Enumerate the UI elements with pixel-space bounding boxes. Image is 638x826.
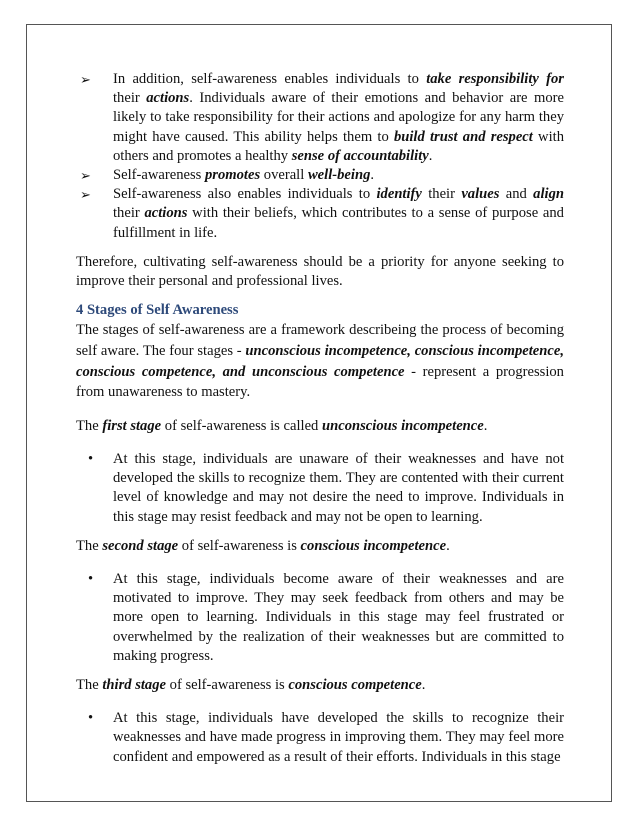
arrow-bullet-icon: ➢	[80, 72, 91, 87]
arrow-bullet-icon: ➢	[80, 168, 91, 184]
text-run: . Individuals aware of their emotions and behavior are more likely to take responsibility for their actions and apologize for any harm they might have caused. This ability helps them to	[113, 90, 564, 145]
stage-2-bullet: At this stage, individuals become aware of their weaknesses and are motivated to improve. They may seek feedback from others and may be more open to learning. Individuals in this stage may feel frustrated or overwhelmed by the realization of their weaknesses but are committed to making progress.	[113, 571, 564, 664]
emphasis-text: conscious competence	[288, 677, 422, 694]
list-item	[76, 166, 564, 185]
bullet-dot-icon: •	[88, 451, 94, 468]
emphasis-text: build trust and respect	[393, 128, 533, 145]
arrow-bullet-icon: ➢	[80, 187, 91, 203]
stage-1-list	[76, 450, 564, 527]
document-body	[76, 70, 564, 767]
text-run: The	[76, 537, 103, 554]
text-run: of self-awareness is called	[161, 417, 322, 434]
text-run: their	[113, 90, 147, 107]
emphasis-text: actions	[144, 205, 188, 222]
emphasis-text: unconscious incompetence	[322, 417, 484, 434]
stage-2-list	[76, 570, 564, 666]
list-item	[76, 450, 564, 527]
text-run: Self-awareness	[113, 167, 205, 184]
text-run: .	[370, 167, 375, 184]
text-run: The	[76, 417, 103, 434]
emphasis-text: promotes	[204, 167, 261, 184]
text-run: The	[76, 677, 103, 694]
text-run: .	[483, 417, 488, 434]
stages-intro-paragraph	[76, 320, 564, 402]
text-run: their	[421, 186, 462, 203]
stage-3-intro	[76, 676, 564, 695]
emphasis-text: third stage	[102, 677, 166, 694]
emphasis-text: sense of accountability	[291, 147, 429, 164]
text-run: with their beliefs, which contributes to a sense of purpose and fulfillment in life.	[113, 205, 564, 241]
bullet-dot-icon: •	[88, 571, 94, 588]
emphasis-text: actions	[146, 90, 190, 107]
text-run: .	[446, 537, 450, 554]
text-run: with others and promotes a healthy	[113, 128, 564, 164]
text-run: their	[113, 205, 145, 222]
text-run: .	[421, 677, 426, 694]
stage-1-intro	[76, 417, 564, 436]
list-item	[76, 185, 564, 243]
stage-3-list	[76, 709, 564, 767]
stage-1-bullet: At this stage, individuals are unaware of their weaknesses and have not developed the skills to recognize them. They are contented with their current level of knowledge and may not desire the need to improve. Individuals in this stage may resist feedback and may not be open to learning.	[113, 451, 564, 525]
bullet-dot-icon: •	[88, 710, 94, 727]
emphasis-text: values	[461, 186, 500, 203]
text-run: and	[499, 186, 534, 203]
emphasis-text: well-being	[307, 167, 371, 184]
text-run: In addition, self-awareness enables individuals to	[113, 71, 427, 87]
emphasis-text: first stage	[102, 417, 162, 434]
emphasis-text: unconscious incompetence, conscious incompetence, conscious competence, and unconscious competence	[76, 343, 564, 380]
list-item	[76, 709, 564, 767]
stage-2-intro	[76, 537, 564, 556]
emphasis-text: identify	[376, 186, 422, 203]
emphasis-text: second stage	[102, 537, 179, 554]
text-run: The stages of self-awareness are a framework describeing the process of becoming self aware. The four stages -	[76, 322, 564, 360]
emphasis-text: align	[533, 186, 564, 203]
text-run: overall	[260, 167, 308, 184]
section-heading: 4 Stages of Self Awareness	[76, 302, 239, 319]
stage-3-bullet: At this stage, individuals have developed the skills to recognize their weaknesses and have made progress in improving them. They may feel more confident and empowered as a result of their efforts. Individuals in this stage	[113, 710, 564, 765]
arrow-bullet-list	[76, 70, 564, 243]
list-item	[76, 570, 564, 666]
conclusion-paragraph: Therefore, cultivating self-awareness should be a priority for anyone seeking to improve their personal and professional lives.	[76, 253, 564, 290]
list-item	[76, 70, 564, 166]
text-run: of self-awareness is	[178, 537, 301, 554]
emphasis-text: take responsibility for	[426, 71, 564, 87]
text-run: .	[428, 147, 433, 164]
text-run: - represent a progression from unawareness to mastery.	[76, 363, 564, 401]
text-run: Self-awareness also enables individuals to	[113, 186, 377, 203]
emphasis-text: conscious incompetence	[300, 537, 447, 554]
text-run: of self-awareness is	[166, 677, 289, 694]
